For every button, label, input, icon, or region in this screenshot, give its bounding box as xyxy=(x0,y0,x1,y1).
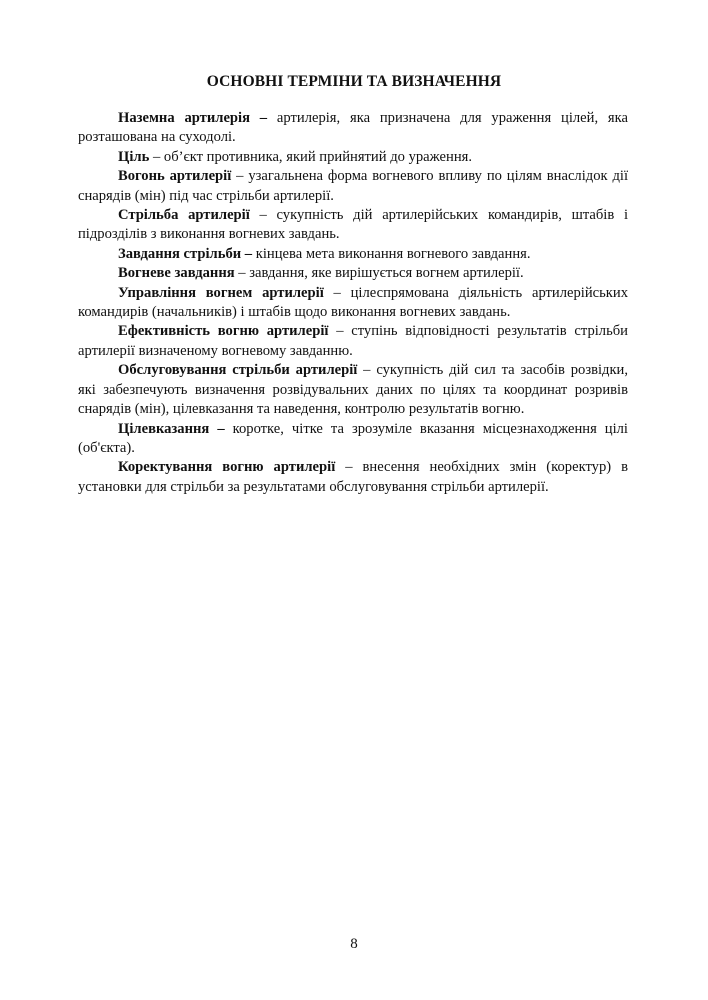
term-definition: – внесення необхідних змін (коректур) в установки для стрільби за результатами обслуговування стрільби артилерії. xyxy=(78,459,628,495)
term-definition: – цілеспрямована діяльність артилерійських командирів (начальників) і штабів щодо виконання вогневих завдань. xyxy=(78,284,628,321)
term-entry-shooting-task xyxy=(78,245,628,264)
term-entry-target xyxy=(78,148,628,167)
term-name: Коректування вогню артилерії xyxy=(118,459,336,476)
terms-list xyxy=(78,109,628,497)
term-name: Обслуговування стрільби артилерії xyxy=(118,362,358,379)
term-name: Наземна артилерія – xyxy=(118,110,268,126)
term-definition: – сукупність дій сил та засобів розвідки, які забезпечують визначення розвідувальних даних по цілях та координат розривів снарядів (мін), цілевказання та наведення, контролю результатів вогню. xyxy=(78,362,628,418)
term-definition: коротке, чітке та зрозуміле вказання місцезнаходження цілі (об'єкта). xyxy=(78,420,628,456)
term-entry-fire-adjustment xyxy=(78,458,628,497)
term-definition: – об’єкт противника, який прийнятий до ураження. xyxy=(149,148,472,165)
term-definition: – сукупність дій артилерійських командирів, штабів і підрозділів з виконання вогневих завдань. xyxy=(78,207,628,243)
term-entry-fire-mission xyxy=(78,264,628,283)
term-name: Цілевказання – xyxy=(118,420,225,437)
term-entry-target-designation xyxy=(78,420,628,459)
term-entry-artillery-shooting xyxy=(78,206,628,245)
term-name: Ціль xyxy=(118,148,150,165)
term-name: Управління вогнем артилерії xyxy=(118,284,324,301)
term-entry-fire-control xyxy=(78,284,628,323)
term-name: Стрільба артилерії xyxy=(118,207,250,224)
term-definition: – узагальнена форма вогневого впливу по цілям внаслідок дії снарядів (мін) під час стрільби артилерії. xyxy=(78,168,629,204)
term-name: Ефективність вогню артилерії xyxy=(118,323,329,340)
page-number: 8 xyxy=(350,936,358,952)
term-name: Завдання стрільби – xyxy=(118,245,253,262)
term-definition: артилерія, яка призначена для ураження цілей, яка розташована на суходолі. xyxy=(78,110,628,146)
term-entry-artillery-fire xyxy=(78,167,628,206)
term-definition: – ступінь відповідності результатів стрільби артилерії визначеному вогневому завданню. xyxy=(78,323,628,359)
term-name: Вогонь артилерії xyxy=(118,168,232,185)
page-title: ОСНОВНІ ТЕРМІНИ ТА ВИЗНАЧЕННЯ xyxy=(206,73,502,90)
term-definition: – завдання, яке вирішується вогнем артилерії. xyxy=(234,265,524,282)
term-name: Вогневе завдання xyxy=(118,265,235,282)
term-entry-fire-effectiveness xyxy=(78,322,628,361)
term-entry-ground-artillery xyxy=(78,109,628,148)
term-definition: кінцева мета виконання вогневого завдання. xyxy=(252,245,531,262)
term-entry-shooting-support xyxy=(78,361,628,419)
